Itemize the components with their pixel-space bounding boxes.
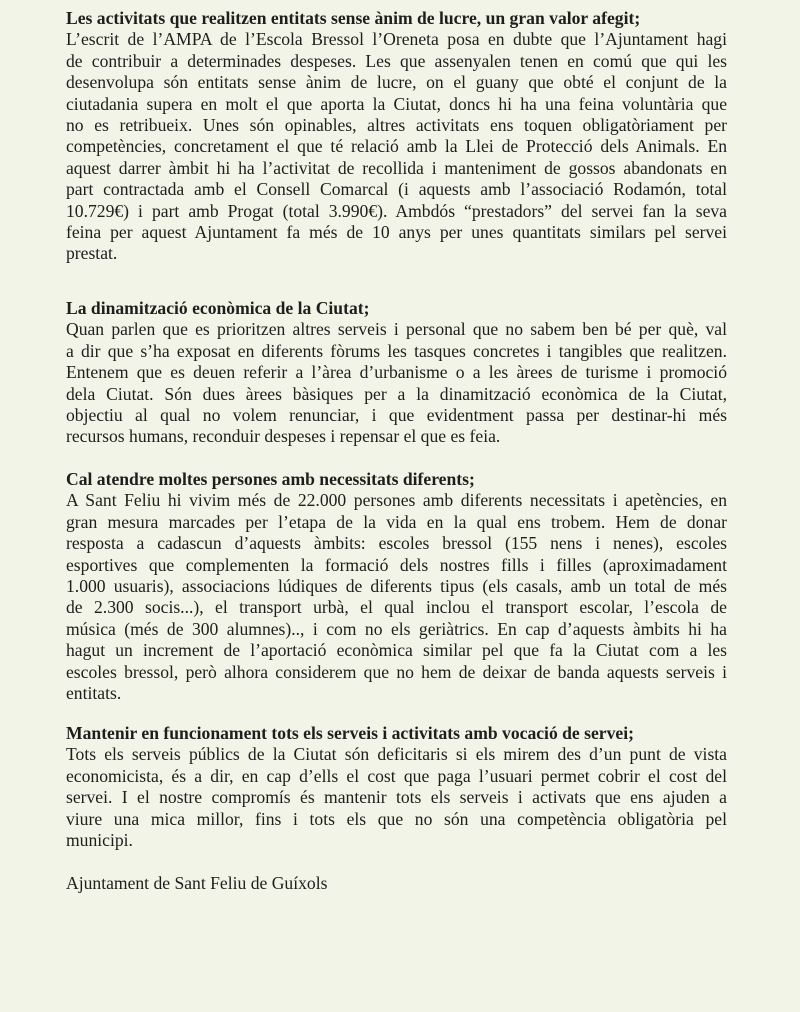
paragraph-line: desenvolupa són entitats sense ànim de lucre, on el guany que obté el conjunt de la	[66, 72, 727, 93]
paragraph-line: Quan parlen que es prioritzen altres serveis i personal que no sabem ben bé per què, val	[66, 319, 727, 340]
section-heading: Les activitats que realitzen entitats sense ànim de lucre, un gran valor afegit;	[66, 8, 641, 28]
section-maintain-services	[66, 723, 727, 851]
paragraph-line: competències, concretament el que té relació amb la Llei de Protecció dels Animals. En	[66, 136, 727, 157]
paragraph-line: feina per aquest Ajuntament fa més de 10 anys per unes quantitats similars pel servei	[66, 222, 727, 243]
paragraph-line: aquest darrer àmbit hi ha l’activitat de recollida i manteniment de gossos abandonats en	[66, 157, 727, 178]
paragraph-line: de 2.300 socis...), el transport urbà, el qual inclou el transport escolar, l’escola de	[66, 597, 727, 618]
paragraph-line: Tots els serveis públics de la Ciutat són deficitaris si els mirem des d’un punt de vista	[66, 744, 727, 765]
paragraph-line: esportives que complementen la formació dels nostres fills i filles (aproximadament	[66, 554, 727, 575]
section-heading: Cal atendre moltes persones amb necessitats diferents;	[66, 469, 475, 489]
paragraph-line: ciutadania supera en molt el que aporta la Ciutat, doncs hi ha una feina voluntària que	[66, 93, 727, 114]
paragraph-line: A Sant Feliu hi vivim més de 22.000 persones amb diferents necessitats i apetències, en	[66, 490, 727, 511]
paragraph-line: dela Ciutat. Són dues àrees bàsiques per a la dinamització econòmica de la Ciutat,	[66, 383, 727, 404]
paragraph-line: prestat.	[66, 243, 118, 264]
paragraph-line: economicista, és a dir, en cap d’ells el cost que paga l’usuari permet cobrir el cost del	[66, 765, 727, 786]
paragraph-line: 10.729€) i part amb Progat (total 3.990€). Ambdós “prestadors” del servei fan la seva	[66, 200, 727, 221]
paragraph-line: gran mesura marcades per l’etapa de la vida en la qual ens trobem. Hem de donar	[66, 511, 727, 532]
section-economic-dynamization	[66, 298, 727, 448]
paragraph-line: a dir que s’ha exposat en diferents fòrums les tasques concretes i tangibles que realitzen.	[66, 340, 727, 361]
paragraph-line: resposta a cadascun d’aquests àmbits: escoles bressol (155 nens i nenes), escoles	[66, 533, 727, 554]
signature: Ajuntament de Sant Feliu de Guíxols	[66, 873, 328, 893]
paragraph-line: Entenem que es deuen referir a l’àrea d’urbanisme o a les àrees de turisme i promoció	[66, 362, 727, 383]
paragraph-line: música (més de 300 alumnes).., i com no els geriàtrics. En cap d’aquests àmbits hi ha	[66, 618, 727, 639]
paragraph-line: part contractada amb el Consell Comarcal (i aquests amb l’associació Rodamón, total	[66, 179, 727, 200]
paragraph-line: 1.000 usuaris), associacions lúdiques de diferents tipus (els casals, amb un total de més	[66, 576, 727, 597]
section-heading: Mantenir en funcionament tots els serveis i activitats amb vocació de servei;	[66, 723, 634, 743]
section-nonprofit-activities	[66, 8, 727, 265]
paragraph-line: servei. I el nostre compromís és mantenir tots els serveis i activats que ens ajuden a	[66, 787, 727, 808]
paragraph-line: L’escrit de l’AMPA de l’Escola Bressol l’Oreneta posa en dubte que l’Ajuntament hagi	[66, 29, 727, 50]
paragraph-line: de contribuir a determinades despeses. Les que assenyalen tenen en comú que qui les	[66, 50, 727, 71]
section-diverse-needs	[66, 469, 727, 704]
paragraph-line: viure una mica millor, fins i tots els que no són una competència obligatòria pel	[66, 808, 727, 829]
section-heading: La dinamització econòmica de la Ciutat;	[66, 298, 370, 318]
paragraph-line: municipi.	[66, 830, 133, 851]
paragraph-line: escoles bressol, però alhora considerem que no hem de deixar de banda aquests serveis i	[66, 661, 727, 682]
paragraph-line: entitats.	[66, 683, 122, 704]
paragraph-line: objectiu al qual no volem renunciar, i que evidentment passa per destinar-hi més	[66, 405, 727, 426]
paragraph-line: hagut un increment de l’aportació econòmica similar pel que fa la Ciutat com a les	[66, 640, 727, 661]
paragraph-line: no es retribueix. Unes són opinables, altres activitats ens toquen obligatòriament per	[66, 115, 727, 136]
paragraph-line: recursos humans, reconduir despeses i repensar el que es feia.	[66, 426, 501, 447]
